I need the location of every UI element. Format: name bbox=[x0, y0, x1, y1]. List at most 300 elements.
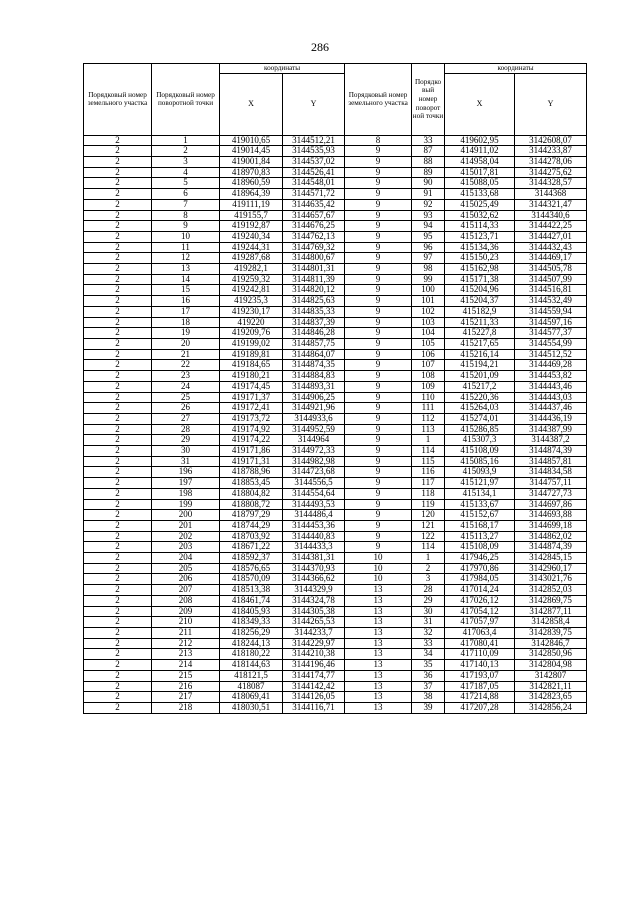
cell-parcel-number: 2 bbox=[84, 488, 152, 499]
cell-y-coordinate-right: 3144862,02 bbox=[515, 531, 587, 542]
cell-y-coordinate: 3144811,39 bbox=[283, 274, 345, 285]
cell-parcel-number-right: 9 bbox=[345, 221, 412, 232]
cell-y-coordinate-right: 3144559,94 bbox=[515, 306, 587, 317]
cell-point-number: 218 bbox=[152, 702, 220, 713]
cell-y-coordinate: 3144233,7 bbox=[283, 627, 345, 638]
cell-x-coordinate-right: 415204,96 bbox=[445, 285, 515, 296]
cell-parcel-number-right: 10 bbox=[345, 553, 412, 564]
table-row bbox=[84, 371, 587, 382]
header-parcel-number-right: Порядковый номер земельного участка bbox=[345, 64, 412, 136]
cell-x-coordinate: 419220 bbox=[220, 317, 283, 328]
cell-y-coordinate-right: 3144577,37 bbox=[515, 328, 587, 339]
table-row bbox=[84, 488, 587, 499]
cell-point-number-right: 38 bbox=[412, 692, 445, 703]
cell-point-number: 209 bbox=[152, 606, 220, 617]
cell-parcel-number: 2 bbox=[84, 328, 152, 339]
cell-parcel-number: 2 bbox=[84, 595, 152, 606]
cell-y-coordinate: 3144933,6 bbox=[283, 413, 345, 424]
cell-point-number-right: 93 bbox=[412, 210, 445, 221]
cell-point-number-right: 30 bbox=[412, 606, 445, 617]
cell-point-number: 9 bbox=[152, 221, 220, 232]
cell-point-number-right: 120 bbox=[412, 510, 445, 521]
cell-parcel-number: 2 bbox=[84, 296, 152, 307]
table-row bbox=[84, 306, 587, 317]
cell-parcel-number-right: 9 bbox=[345, 499, 412, 510]
cell-y-coordinate-right: 3144757,11 bbox=[515, 478, 587, 489]
cell-parcel-number-right: 13 bbox=[345, 681, 412, 692]
cell-parcel-number: 2 bbox=[84, 253, 152, 264]
cell-x-coordinate-right: 415286,85 bbox=[445, 424, 515, 435]
cell-x-coordinate: 419240,34 bbox=[220, 231, 283, 242]
cell-y-coordinate: 3144324,78 bbox=[283, 595, 345, 606]
cell-point-number-right: 101 bbox=[412, 296, 445, 307]
cell-y-coordinate: 3144801,31 bbox=[283, 264, 345, 275]
table-row bbox=[84, 381, 587, 392]
cell-x-coordinate: 419259,32 bbox=[220, 274, 283, 285]
cell-x-coordinate-right: 417063,4 bbox=[445, 627, 515, 638]
cell-y-coordinate-right: 3142960,17 bbox=[515, 563, 587, 574]
table-row bbox=[84, 585, 587, 596]
cell-x-coordinate: 418180,22 bbox=[220, 649, 283, 660]
cell-x-coordinate: 419287,68 bbox=[220, 253, 283, 264]
cell-x-coordinate-right: 415017,81 bbox=[445, 167, 515, 178]
cell-parcel-number: 2 bbox=[84, 574, 152, 585]
cell-x-coordinate: 419180,21 bbox=[220, 371, 283, 382]
cell-parcel-number-right: 9 bbox=[345, 520, 412, 531]
cell-y-coordinate: 3144800,67 bbox=[283, 253, 345, 264]
cell-x-coordinate: 419174,45 bbox=[220, 381, 283, 392]
cell-parcel-number: 2 bbox=[84, 392, 152, 403]
cell-point-number-right: 32 bbox=[412, 627, 445, 638]
cell-point-number: 3 bbox=[152, 157, 220, 168]
cell-x-coordinate-right: 417207,28 bbox=[445, 702, 515, 713]
cell-x-coordinate: 418960,59 bbox=[220, 178, 283, 189]
table-row bbox=[84, 178, 587, 189]
cell-point-number: 198 bbox=[152, 488, 220, 499]
table-row bbox=[84, 339, 587, 350]
cell-y-coordinate-right: 3144422,25 bbox=[515, 221, 587, 232]
cell-parcel-number-right: 9 bbox=[345, 371, 412, 382]
cell-point-number: 205 bbox=[152, 563, 220, 574]
cell-parcel-number-right: 9 bbox=[345, 467, 412, 478]
cell-point-number-right: 116 bbox=[412, 467, 445, 478]
cell-point-number: 201 bbox=[152, 520, 220, 531]
cell-parcel-number: 2 bbox=[84, 285, 152, 296]
cell-y-coordinate-right: 3144427,01 bbox=[515, 231, 587, 242]
cell-y-coordinate-right: 3144693,88 bbox=[515, 510, 587, 521]
cell-y-coordinate: 3144676,25 bbox=[283, 221, 345, 232]
cell-point-number: 27 bbox=[152, 413, 220, 424]
cell-parcel-number: 2 bbox=[84, 189, 152, 200]
cell-x-coordinate-right: 415171,38 bbox=[445, 274, 515, 285]
cell-parcel-number: 2 bbox=[84, 435, 152, 446]
cell-point-number: 26 bbox=[152, 403, 220, 414]
cell-y-coordinate: 3144837,39 bbox=[283, 317, 345, 328]
cell-x-coordinate-right: 415114,33 bbox=[445, 221, 515, 232]
cell-point-number: 24 bbox=[152, 381, 220, 392]
cell-x-coordinate: 418808,72 bbox=[220, 499, 283, 510]
cell-parcel-number: 2 bbox=[84, 692, 152, 703]
cell-point-number-right: 91 bbox=[412, 189, 445, 200]
cell-parcel-number: 2 bbox=[84, 167, 152, 178]
cell-parcel-number-right: 9 bbox=[345, 531, 412, 542]
cell-point-number: 10 bbox=[152, 231, 220, 242]
cell-y-coordinate-right: 3144699,18 bbox=[515, 520, 587, 531]
cell-parcel-number: 2 bbox=[84, 371, 152, 382]
cell-x-coordinate-right: 415088,05 bbox=[445, 178, 515, 189]
table-row bbox=[84, 199, 587, 210]
cell-x-coordinate-right: 415025,49 bbox=[445, 199, 515, 210]
cell-x-coordinate: 418853,45 bbox=[220, 478, 283, 489]
cell-point-number: 30 bbox=[152, 446, 220, 457]
cell-parcel-number: 2 bbox=[84, 349, 152, 360]
cell-parcel-number: 2 bbox=[84, 542, 152, 553]
cell-x-coordinate-right: 417187,05 bbox=[445, 681, 515, 692]
cell-y-coordinate-right: 3142877,11 bbox=[515, 606, 587, 617]
cell-parcel-number-right: 13 bbox=[345, 649, 412, 660]
cell-parcel-number: 2 bbox=[84, 670, 152, 681]
cell-point-number: 11 bbox=[152, 242, 220, 253]
cell-y-coordinate-right: 3144443,46 bbox=[515, 381, 587, 392]
cell-point-number: 206 bbox=[152, 574, 220, 585]
cell-point-number: 213 bbox=[152, 649, 220, 660]
cell-point-number-right: 109 bbox=[412, 381, 445, 392]
table-row bbox=[84, 264, 587, 275]
cell-point-number: 199 bbox=[152, 499, 220, 510]
cell-x-coordinate-right: 415113,27 bbox=[445, 531, 515, 542]
cell-point-number-right: 103 bbox=[412, 317, 445, 328]
cell-y-coordinate: 3144305,38 bbox=[283, 606, 345, 617]
cell-x-coordinate: 418244,13 bbox=[220, 638, 283, 649]
cell-point-number-right: 108 bbox=[412, 371, 445, 382]
cell-y-coordinate-right: 3144505,78 bbox=[515, 264, 587, 275]
cell-x-coordinate-right: 417140,13 bbox=[445, 660, 515, 671]
cell-parcel-number: 2 bbox=[84, 627, 152, 638]
cell-point-number: 15 bbox=[152, 285, 220, 296]
table-row bbox=[84, 478, 587, 489]
cell-point-number-right: 1 bbox=[412, 435, 445, 446]
cell-y-coordinate: 3144116,71 bbox=[283, 702, 345, 713]
cell-y-coordinate-right: 3144834,58 bbox=[515, 467, 587, 478]
cell-x-coordinate-right: 415220,36 bbox=[445, 392, 515, 403]
table-row bbox=[84, 253, 587, 264]
cell-x-coordinate: 419174,92 bbox=[220, 424, 283, 435]
cell-y-coordinate-right: 3144507,99 bbox=[515, 274, 587, 285]
cell-parcel-number-right: 9 bbox=[345, 424, 412, 435]
table-row bbox=[84, 702, 587, 713]
table-row bbox=[84, 189, 587, 200]
cell-point-number-right: 114 bbox=[412, 542, 445, 553]
cell-point-number: 196 bbox=[152, 467, 220, 478]
table-row bbox=[84, 617, 587, 628]
table-row bbox=[84, 231, 587, 242]
cell-point-number-right: 118 bbox=[412, 488, 445, 499]
cell-point-number-right: 89 bbox=[412, 167, 445, 178]
cell-x-coordinate-right: 417080,41 bbox=[445, 638, 515, 649]
table-row bbox=[84, 681, 587, 692]
cell-x-coordinate-right: 415307,3 bbox=[445, 435, 515, 446]
cell-x-coordinate: 419192,87 bbox=[220, 221, 283, 232]
cell-y-coordinate: 3144381,31 bbox=[283, 553, 345, 564]
header-x-left: X bbox=[220, 73, 283, 135]
cell-y-coordinate-right: 3142858,4 bbox=[515, 617, 587, 628]
cell-x-coordinate-right: 417057,97 bbox=[445, 617, 515, 628]
cell-y-coordinate-right: 3142856,24 bbox=[515, 702, 587, 713]
cell-x-coordinate: 419010,65 bbox=[220, 135, 283, 146]
cell-x-coordinate: 419230,17 bbox=[220, 306, 283, 317]
cell-y-coordinate-right: 3142807 bbox=[515, 670, 587, 681]
cell-y-coordinate: 3144657,67 bbox=[283, 210, 345, 221]
table-row bbox=[84, 210, 587, 221]
cell-point-number: 28 bbox=[152, 424, 220, 435]
cell-parcel-number-right: 9 bbox=[345, 231, 412, 242]
cell-parcel-number: 2 bbox=[84, 221, 152, 232]
cell-point-number-right: 119 bbox=[412, 499, 445, 510]
cell-x-coordinate: 419001,84 bbox=[220, 157, 283, 168]
cell-y-coordinate: 3144535,93 bbox=[283, 146, 345, 157]
cell-point-number: 25 bbox=[152, 392, 220, 403]
cell-x-coordinate-right: 419602,95 bbox=[445, 135, 515, 146]
cell-x-coordinate: 418804,82 bbox=[220, 488, 283, 499]
cell-y-coordinate: 3144820,12 bbox=[283, 285, 345, 296]
cell-point-number: 2 bbox=[152, 146, 220, 157]
cell-parcel-number: 2 bbox=[84, 306, 152, 317]
cell-x-coordinate-right: 415217,65 bbox=[445, 339, 515, 350]
cell-point-number: 18 bbox=[152, 317, 220, 328]
cell-y-coordinate-right: 3144874,39 bbox=[515, 542, 587, 553]
cell-point-number-right: 87 bbox=[412, 146, 445, 157]
cell-x-coordinate-right: 415121,97 bbox=[445, 478, 515, 489]
cell-x-coordinate-right: 415274,01 bbox=[445, 413, 515, 424]
cell-x-coordinate-right: 415182,9 bbox=[445, 306, 515, 317]
table-row bbox=[84, 349, 587, 360]
cell-x-coordinate: 418744,29 bbox=[220, 520, 283, 531]
cell-y-coordinate-right: 3144368 bbox=[515, 189, 587, 200]
cell-x-coordinate-right: 415227,8 bbox=[445, 328, 515, 339]
cell-x-coordinate: 418256,29 bbox=[220, 627, 283, 638]
cell-parcel-number-right: 9 bbox=[345, 317, 412, 328]
cell-point-number-right: 37 bbox=[412, 681, 445, 692]
cell-point-number-right: 3 bbox=[412, 574, 445, 585]
cell-parcel-number: 2 bbox=[84, 478, 152, 489]
cell-point-number-right: 88 bbox=[412, 157, 445, 168]
cell-point-number-right: 102 bbox=[412, 306, 445, 317]
table-row bbox=[84, 574, 587, 585]
cell-point-number-right: 107 bbox=[412, 360, 445, 371]
cell-parcel-number: 2 bbox=[84, 413, 152, 424]
cell-x-coordinate: 419171,86 bbox=[220, 446, 283, 457]
cell-y-coordinate: 3144433,3 bbox=[283, 542, 345, 553]
cell-parcel-number-right: 9 bbox=[345, 167, 412, 178]
cell-y-coordinate: 3144972,33 bbox=[283, 446, 345, 457]
cell-x-coordinate: 419171,31 bbox=[220, 456, 283, 467]
cell-parcel-number-right: 9 bbox=[345, 274, 412, 285]
cell-parcel-number: 2 bbox=[84, 242, 152, 253]
cell-parcel-number-right: 13 bbox=[345, 692, 412, 703]
cell-parcel-number-right: 13 bbox=[345, 585, 412, 596]
cell-parcel-number-right: 9 bbox=[345, 403, 412, 414]
cell-x-coordinate: 418970,83 bbox=[220, 167, 283, 178]
cell-point-number-right: 1 bbox=[412, 553, 445, 564]
cell-y-coordinate-right: 3144436,19 bbox=[515, 413, 587, 424]
cell-y-coordinate-right: 3142804,98 bbox=[515, 660, 587, 671]
cell-y-coordinate-right: 3142845,15 bbox=[515, 553, 587, 564]
cell-x-coordinate-right: 417970,86 bbox=[445, 563, 515, 574]
cell-y-coordinate: 3144210,38 bbox=[283, 649, 345, 660]
cell-x-coordinate: 418570,09 bbox=[220, 574, 283, 585]
cell-y-coordinate-right: 3144469,17 bbox=[515, 253, 587, 264]
cell-parcel-number: 2 bbox=[84, 681, 152, 692]
cell-y-coordinate-right: 3144597,16 bbox=[515, 317, 587, 328]
cell-x-coordinate: 418964,39 bbox=[220, 189, 283, 200]
cell-x-coordinate-right: 417946,25 bbox=[445, 553, 515, 564]
cell-x-coordinate-right: 415108,09 bbox=[445, 446, 515, 457]
cell-parcel-number: 2 bbox=[84, 520, 152, 531]
cell-parcel-number: 2 bbox=[84, 199, 152, 210]
cell-point-number-right: 104 bbox=[412, 328, 445, 339]
cell-parcel-number-right: 13 bbox=[345, 606, 412, 617]
cell-parcel-number: 2 bbox=[84, 317, 152, 328]
cell-x-coordinate-right: 415093,9 bbox=[445, 467, 515, 478]
cell-parcel-number-right: 9 bbox=[345, 413, 412, 424]
cell-point-number-right: 94 bbox=[412, 221, 445, 232]
cell-point-number: 216 bbox=[152, 681, 220, 692]
cell-point-number: 197 bbox=[152, 478, 220, 489]
table-row bbox=[84, 446, 587, 457]
header-y-right: Y bbox=[515, 73, 587, 135]
table-row bbox=[84, 296, 587, 307]
header-coordinates-right: координаты bbox=[445, 64, 587, 74]
cell-x-coordinate: 418671,22 bbox=[220, 542, 283, 553]
cell-x-coordinate: 419244,31 bbox=[220, 242, 283, 253]
table-row bbox=[84, 167, 587, 178]
cell-x-coordinate-right: 415264,03 bbox=[445, 403, 515, 414]
cell-parcel-number-right: 9 bbox=[345, 285, 412, 296]
cell-y-coordinate: 3144982,98 bbox=[283, 456, 345, 467]
cell-parcel-number: 2 bbox=[84, 649, 152, 660]
cell-y-coordinate-right: 3142869,75 bbox=[515, 595, 587, 606]
cell-x-coordinate-right: 415216,14 bbox=[445, 349, 515, 360]
cell-x-coordinate: 419282,1 bbox=[220, 264, 283, 275]
header-point-number-right: Порядко вый номер поворот ной точки bbox=[412, 64, 445, 136]
cell-point-number-right: 2 bbox=[412, 563, 445, 574]
cell-x-coordinate-right: 414911,02 bbox=[445, 146, 515, 157]
cell-y-coordinate: 3144857,75 bbox=[283, 339, 345, 350]
cell-y-coordinate-right: 3144469,28 bbox=[515, 360, 587, 371]
header-parcel-number: Порядковый номер земельного участка bbox=[84, 64, 152, 136]
cell-point-number-right: 98 bbox=[412, 264, 445, 275]
cell-parcel-number: 2 bbox=[84, 231, 152, 242]
cell-point-number: 6 bbox=[152, 189, 220, 200]
table-row bbox=[84, 157, 587, 168]
cell-y-coordinate-right: 3144453,82 bbox=[515, 371, 587, 382]
cell-y-coordinate-right: 3144554,99 bbox=[515, 339, 587, 350]
cell-y-coordinate: 3144635,42 bbox=[283, 199, 345, 210]
cell-y-coordinate: 3144440,83 bbox=[283, 531, 345, 542]
cell-point-number: 16 bbox=[152, 296, 220, 307]
cell-point-number-right: 110 bbox=[412, 392, 445, 403]
table-row bbox=[84, 424, 587, 435]
cell-parcel-number-right: 9 bbox=[345, 264, 412, 275]
cell-y-coordinate-right: 3142850,96 bbox=[515, 649, 587, 660]
table-row bbox=[84, 660, 587, 671]
cell-point-number: 7 bbox=[152, 199, 220, 210]
page-number: 286 bbox=[311, 40, 329, 54]
cell-y-coordinate-right: 3144437,46 bbox=[515, 403, 587, 414]
table-row bbox=[84, 413, 587, 424]
cell-x-coordinate: 418461,74 bbox=[220, 595, 283, 606]
cell-parcel-number-right: 13 bbox=[345, 595, 412, 606]
table-row bbox=[84, 360, 587, 371]
cell-x-coordinate: 419242,81 bbox=[220, 285, 283, 296]
cell-point-number: 5 bbox=[152, 178, 220, 189]
cell-parcel-number-right: 9 bbox=[345, 178, 412, 189]
cell-parcel-number: 2 bbox=[84, 617, 152, 628]
cell-x-coordinate-right: 417193,07 bbox=[445, 670, 515, 681]
cell-point-number: 13 bbox=[152, 264, 220, 275]
cell-x-coordinate-right: 415168,17 bbox=[445, 520, 515, 531]
cell-parcel-number: 2 bbox=[84, 467, 152, 478]
cell-y-coordinate-right: 3144874,39 bbox=[515, 446, 587, 457]
cell-parcel-number-right: 9 bbox=[345, 253, 412, 264]
cell-x-coordinate: 419172,41 bbox=[220, 403, 283, 414]
cell-point-number-right: 97 bbox=[412, 253, 445, 264]
table-row bbox=[84, 328, 587, 339]
cell-parcel-number: 2 bbox=[84, 381, 152, 392]
cell-x-coordinate-right: 417054,12 bbox=[445, 606, 515, 617]
cell-x-coordinate-right: 415217,2 bbox=[445, 381, 515, 392]
cell-x-coordinate: 419235,3 bbox=[220, 296, 283, 307]
cell-parcel-number: 2 bbox=[84, 456, 152, 467]
cell-parcel-number: 2 bbox=[84, 274, 152, 285]
table-row bbox=[84, 456, 587, 467]
table-row bbox=[84, 317, 587, 328]
cell-point-number-right: 33 bbox=[412, 135, 445, 146]
cell-point-number-right: 35 bbox=[412, 660, 445, 671]
cell-parcel-number: 2 bbox=[84, 264, 152, 275]
cell-y-coordinate: 3144762,13 bbox=[283, 231, 345, 242]
cell-parcel-number-right: 9 bbox=[345, 435, 412, 446]
cell-parcel-number-right: 9 bbox=[345, 542, 412, 553]
cell-x-coordinate: 418788,96 bbox=[220, 467, 283, 478]
cell-point-number-right: 99 bbox=[412, 274, 445, 285]
cell-y-coordinate-right: 3142839,75 bbox=[515, 627, 587, 638]
cell-parcel-number-right: 9 bbox=[345, 456, 412, 467]
cell-point-number-right: 100 bbox=[412, 285, 445, 296]
cell-y-coordinate-right: 3144321,47 bbox=[515, 199, 587, 210]
cell-x-coordinate-right: 415150,23 bbox=[445, 253, 515, 264]
cell-point-number-right: 115 bbox=[412, 456, 445, 467]
cell-parcel-number-right: 10 bbox=[345, 574, 412, 585]
cell-x-coordinate-right: 417110,09 bbox=[445, 649, 515, 660]
cell-parcel-number-right: 9 bbox=[345, 189, 412, 200]
cell-y-coordinate: 3144453,36 bbox=[283, 520, 345, 531]
cell-parcel-number: 2 bbox=[84, 360, 152, 371]
cell-point-number: 204 bbox=[152, 553, 220, 564]
cell-parcel-number: 2 bbox=[84, 210, 152, 221]
cell-x-coordinate-right: 415194,21 bbox=[445, 360, 515, 371]
cell-x-coordinate: 419184,65 bbox=[220, 360, 283, 371]
cell-y-coordinate-right: 3143021,76 bbox=[515, 574, 587, 585]
cell-parcel-number-right: 13 bbox=[345, 702, 412, 713]
cell-parcel-number-right: 13 bbox=[345, 660, 412, 671]
cell-x-coordinate: 418144,63 bbox=[220, 660, 283, 671]
cell-point-number: 29 bbox=[152, 435, 220, 446]
cell-parcel-number-right: 13 bbox=[345, 627, 412, 638]
header-coordinates-left: координаты bbox=[220, 64, 345, 74]
cell-point-number: 211 bbox=[152, 627, 220, 638]
cell-x-coordinate-right: 417214,88 bbox=[445, 692, 515, 703]
